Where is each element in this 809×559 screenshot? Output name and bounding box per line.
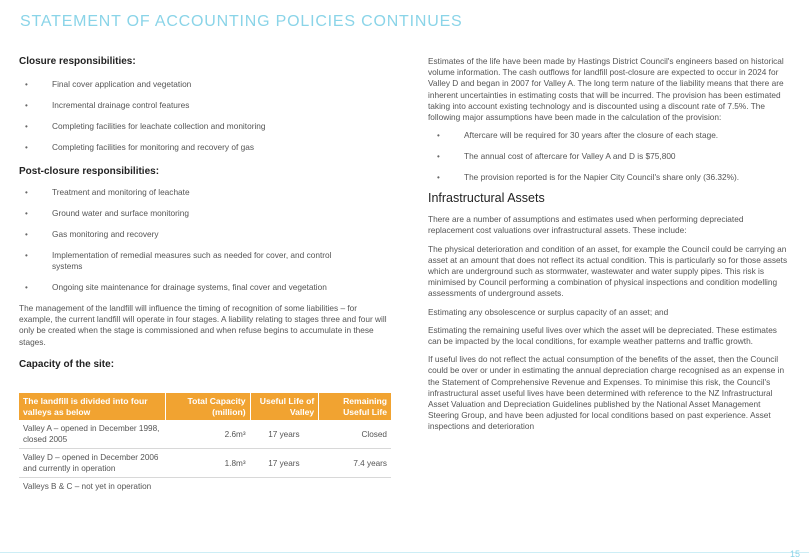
list-item: • The annual cost of aftercare for Valley A and D is $75,800 <box>437 151 676 162</box>
table-header-capacity: Total Capacity (million) <box>165 393 250 420</box>
table-cell-remaining-life: 7.4 years <box>318 449 391 478</box>
bullet-icon: • <box>25 283 28 292</box>
list-item: • Ongoing site maintenance for drainage systems, final cover and vegetation <box>25 282 327 292</box>
page-header-title: STATEMENT OF ACCOUNTING POLICIES CONTINUES <box>20 13 463 30</box>
footer-rule <box>0 552 809 553</box>
table-cell-useful-life: 17 years <box>250 420 319 449</box>
list-item: • Final cover application and vegetation <box>25 79 192 89</box>
list-item: • Aftercare will be required for 30 years after the closure of each stage. <box>437 130 719 141</box>
bullet-icon: • <box>25 209 28 218</box>
post-closure-heading: Post-closure responsibilities: <box>19 166 160 177</box>
bullet-icon: • <box>437 152 440 162</box>
bullet-icon: • <box>437 173 440 183</box>
closure-list <box>25 79 393 153</box>
infra-paragraph-1: There are a number of assumptions and estimates used when performing depreciated replacement cost valuations over infrastructural assets. These include: <box>428 214 744 236</box>
bullet-icon: • <box>25 101 28 110</box>
list-item: • Incremental drainage control features <box>25 100 190 110</box>
table-cell-useful-life: 17 years <box>250 449 319 478</box>
bullet-icon: • <box>25 251 28 260</box>
left-column <box>19 56 393 370</box>
table-row <box>19 449 391 478</box>
infra-paragraph-5: If useful lives do not reflect the actual consumption of the benefits of the asset, then the Council could be over or under in estimating the annual depreciation charge recognised as an expense in the Statement of Comprehensive Revenue and Expenses. To minimise this risk, the Council's infrastructural asset useful lives have been determined with reference to the NZ Infrastructural Asset Valuation and Depreciation Guidelines published by the National Asset Management Steering Group, and have been adjusted for local conditions based on past experience. Asset inspections and deterioration <box>428 354 785 432</box>
infra-paragraph-2: The physical deterioration and condition of an asset, for example the Council could be carrying an asset at an amount that does not reflect its actual condition. This is particularly so for those assets which are underground such as stormwater, wastewater and water supply pipes. This risk is minimised by Council performing a combination of physical inspections and condition modelling assessments of underground assets. <box>428 243 788 299</box>
list-item: • Treatment and monitoring of leachate <box>25 187 190 197</box>
list-item: • Implementation of remedial measures such as needed for cover, and control systems <box>25 250 332 271</box>
page-number: 15 <box>790 549 801 559</box>
bullet-icon: • <box>25 143 28 152</box>
table-cell-capacity: 1.8m³ <box>165 449 250 478</box>
list-item: • The provision reported is for the Napier City Council's share only (36.32%). <box>437 172 740 183</box>
right-column <box>428 56 789 433</box>
table-header-useful-life: Useful Life of Valley <box>250 393 319 420</box>
table-row <box>19 420 391 449</box>
infra-paragraph-3: Estimating any obsolescence or surplus capacity of an asset; and <box>428 306 669 317</box>
table-header-remaining-life: Remaining Useful Life <box>318 393 391 420</box>
bullet-icon: • <box>25 122 28 131</box>
table-cell-valley: Valley D – opened in December 2006 and currently in operation <box>19 449 165 478</box>
bullet-icon: • <box>25 230 28 239</box>
capacity-table <box>19 393 391 495</box>
management-paragraph: The management of the landfill will influence the timing of recognition of some liabilities – for example, the current landfill will operate in four stages. A liability relating to stages three and four will only be created when the stage is commissioned and when refuse begins to accumulate in these stages. <box>19 303 387 347</box>
table-cell-remaining-life: Closed <box>318 420 391 449</box>
table-cell-useful-life <box>250 478 319 495</box>
list-item: • Ground water and surface monitoring <box>25 208 189 218</box>
table-cell-capacity <box>165 478 250 495</box>
closure-heading: Closure responsibilities: <box>19 56 136 67</box>
table-header-row <box>19 393 391 420</box>
assumptions-list <box>437 130 789 183</box>
bullet-icon: • <box>25 80 28 89</box>
table-row <box>19 478 391 495</box>
table-cell-valley: Valleys B & C – not yet in operation <box>23 482 152 491</box>
infra-paragraph-4: Estimating the remaining useful lives over which the asset will be depreciated. These estimates can be impacted by the local conditions, for example weather patterns and traffic growth. <box>428 324 777 347</box>
list-item: • Completing facilities for leachate collection and monitoring <box>25 121 266 131</box>
table-header-valleys: The landfill is divided into four valleys as below <box>19 393 165 420</box>
table-cell-capacity: 2.6m³ <box>165 420 250 449</box>
table-cell-remaining-life <box>318 478 391 495</box>
table-cell-valley: Valley A – opened in December 1998, closed 2005 <box>19 420 165 449</box>
list-item: • Gas monitoring and recovery <box>25 229 159 239</box>
capacity-heading: Capacity of the site: <box>19 358 115 370</box>
estimates-paragraph: Estimates of the life have been made by Hastings District Council's engineers based on historical volume information. The cash outflows for landfill post-closure are expected to occur in 2024 for Valley D and began in 2007 for Valley A. The long term nature of the liability means that there are inherent uncertainties in estimating costs that will be incurred. The provision has been estimated taking into account existing technology and is discounted using a discount rate of 7.5%. The following major assumptions have been made in the calculation of the provision: <box>428 56 784 123</box>
bullet-icon: • <box>437 131 440 141</box>
bullet-icon: • <box>25 188 28 197</box>
list-item: • Completing facilities for monitoring and recovery of gas <box>25 142 254 152</box>
infrastructural-assets-heading: Infrastructural Assets <box>428 191 545 206</box>
post-closure-list <box>25 187 352 293</box>
